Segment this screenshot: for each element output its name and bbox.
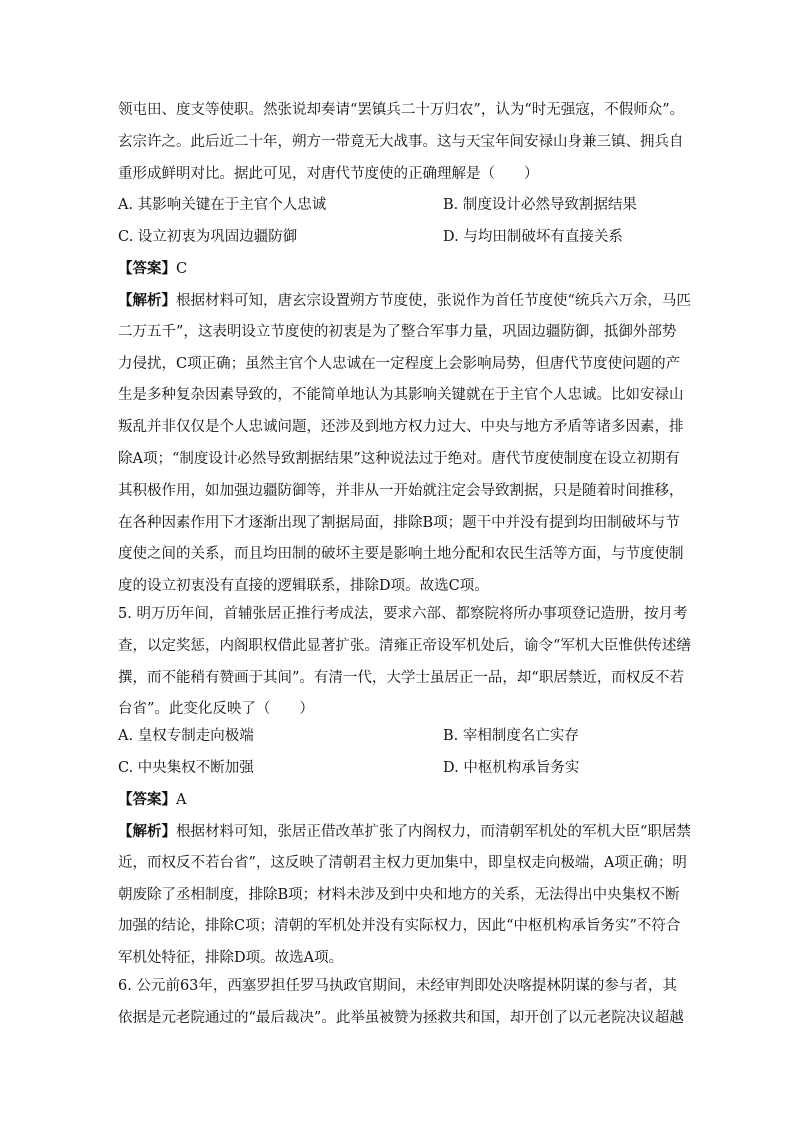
q5-stem-line: 台省”。此变化反映了（ ） — [118, 701, 314, 718]
q5-stem — [118, 599, 691, 726]
q4-analysis-line: 生是多种复杂因素导致的，不能简单地认为其影响关键就在于主官个人忠诚。比如安禄山 — [118, 387, 684, 404]
q6-stem-line: 6. 公元前63年，西塞罗担任罗马执政官期间，未经审判即处决喀提林阴谋的参与者，其 — [118, 978, 677, 994]
q4-analysis-line: 除A项；“制度设计必然导致割据结果”这种说法过于绝对。唐代节度使制度在设立初期有 — [118, 450, 680, 467]
q4-stem-line: 玄宗许之。此后近二十年，朔方一带竟无大战事。这与天宝年间安禄山身兼三镇、拥兵自 — [118, 133, 684, 150]
q4-option-row — [118, 190, 678, 222]
q4-analysis-line: 度使之间的关系，而且均田制的破坏主要是影响土地分配和农民生活等方面，与节度使制 — [118, 546, 684, 563]
answer-tag: 【答案】 — [118, 260, 176, 277]
q4-options — [118, 190, 678, 253]
q5-option-c: C. 中央集权不断加强 — [118, 759, 254, 776]
q4-analysis-line: 度的设立初衷没有直接的逻辑联系，排除D项。故选C项。 — [118, 578, 489, 595]
analysis-tag: 【解析】 — [118, 823, 176, 840]
q4-analysis-line: 叛乱并非仅仅是个人忠诚问题，还涉及到地方权力过大、中央与地方矛盾等诸多因素，排 — [118, 419, 684, 436]
q4-analysis-line: 二万五千”，这表明设立节度使的初衷是为了整合军事力量，巩固边疆防御，抵御外部势 — [118, 323, 677, 340]
q5-stem-line: 查，以定奖惩，内阁职权借此显著扩张。清雍正帝设军机处后，谕令“军机大臣惟供传述缮 — [118, 637, 691, 654]
q5-option-row — [118, 753, 678, 785]
q5-option-row — [118, 721, 678, 753]
answer-tag: 【答案】 — [118, 791, 176, 808]
q4-analysis-line: 力侵扰，C项正确；虽然主官个人忠诚在一定程度上会影响局势，但唐代节度使问题的产 — [118, 355, 681, 372]
q6-stem — [118, 971, 684, 1035]
q5-option-a: A. 皇权专制走向极端 — [118, 728, 254, 744]
analysis-text: 根据材料可知，唐玄宗设置朔方节度使，张说作为首任节度使“统兵六万余，马匹 — [176, 293, 691, 309]
q6-stem-line: 依据是元老院通过的“最后裁决”。此举虽被赞为拯救共和国，却开创了以元老院决议超越 — [118, 1009, 684, 1026]
q4-stem-line: 重形成鲜明对比。据此可见，对唐代节度使的正确理解是（ ） — [118, 165, 539, 182]
q4-option-d: D. 与均田制破坏有直接关系 — [443, 228, 623, 245]
q5-analysis-line: 加强的结论，排除C项；清朝的军机处并没有实际权力，因此“中枢机构承旨务实”不符合 — [118, 918, 681, 935]
q5-analysis-line — [118, 816, 691, 848]
analysis-tag: 【解析】 — [118, 292, 176, 309]
q4-analysis-line: 其积极作用，如加强边疆防御等，并非从一开始就注定会导致割据，只是随着时间推移， — [118, 482, 684, 499]
q4-option-b: B. 制度设计必然导致割据结果 — [443, 197, 637, 213]
q5-stem-line: 撰，而不能稍有赞画于其间”。有清一代，大学士虽居正一品，却“职居禁近，而权反不若 — [118, 669, 684, 686]
q4-stem-line: 领屯田、度支等使职。然张说却奏请“罢镇兵二十万归农”，认为“时无强寇，不假师众”。 — [118, 102, 685, 118]
analysis-text: 根据材料可知，张居正借改革扩张了内阁权力，而清朝军机处的军机大臣“职居禁 — [176, 824, 691, 840]
q4-analysis-line: 在各种因素作用下才逐渐出现了割据局面，排除B项；题干中并没有提到均田制破坏与节 — [118, 514, 680, 531]
answer-value: C — [176, 261, 188, 277]
q5-analysis — [118, 816, 691, 975]
q5-analysis-line: 军机处特征，排除D项。故选A项。 — [118, 950, 344, 967]
q5-options — [118, 721, 678, 784]
q4-analysis — [118, 285, 691, 603]
q4-option-row — [118, 222, 678, 254]
q5-analysis-line: 朝废除了丞相制度，排除B项；材料未涉及到中央和地方的关系，无法得出中央集权不断 — [118, 886, 680, 903]
q5-option-d: D. 中枢机构承旨务实 — [443, 759, 580, 776]
q5-answer — [118, 784, 186, 817]
q4-answer — [118, 253, 187, 286]
q5-analysis-line: 近，而权反不若台省”，这反映了清朝君主权力更加集中，即皇权走向极端，A项正确；明 — [118, 854, 687, 871]
q4-option-a: A. 其影响关键在于主官个人忠诚 — [118, 197, 327, 213]
q4-analysis-line — [118, 285, 691, 317]
q5-stem-line: 5. 明万历年间，首辅张居正推行考成法，要求六部、都察院将所办事项登记造册，按月考 — [118, 606, 688, 622]
q5-option-b: B. 宰相制度名亡实存 — [443, 728, 579, 744]
q4-option-c: C. 设立初衷为巩固边疆防御 — [118, 228, 298, 245]
q4-stem — [118, 95, 685, 190]
answer-value: A — [176, 792, 187, 808]
